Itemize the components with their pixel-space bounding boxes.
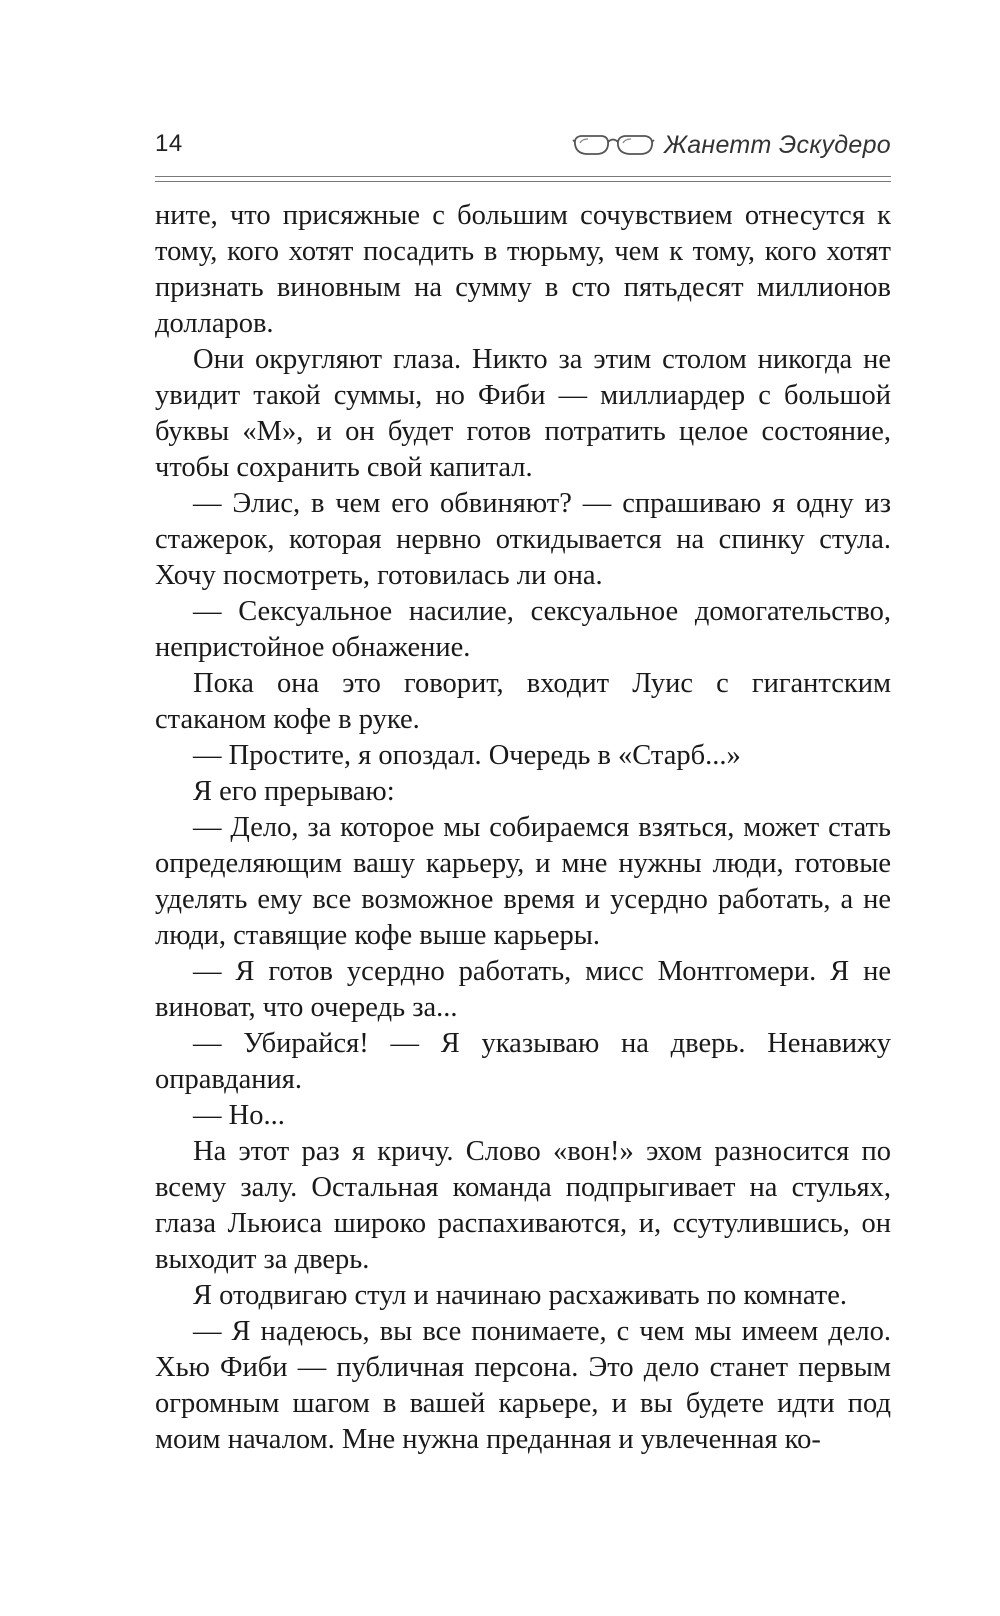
paragraph: — Но... [193, 1100, 285, 1131]
paragraph: — Сексуальное насилие, сексуальное домогательство, непристойное обнажение. [155, 596, 891, 663]
paragraph: Пока она это говорит, входит Луис с гигантским стаканом кофе в руке. [155, 668, 891, 735]
paragraph: Я его прерываю: [193, 776, 395, 807]
paragraph: — Убирайся! — Я указываю на дверь. Ненавижу оправдания. [155, 1028, 891, 1095]
paragraph: — Дело, за которое мы собираемся взяться, может стать определяющим вашу карьеру, и мне нужны люди, готовые уделять ему все возможное время и усердно работать, а не люди, ставящие кофе выше карьеры. [155, 812, 891, 951]
paragraph: — Простите, я опоздал. Очередь в «Старб...» [193, 740, 741, 771]
paragraph: — Я надеюсь, вы все понимаете, с чем мы имеем дело. Хью Фиби — публичная персона. Это дело станет первым огромным шагом в вашей карьере, и вы будете идти под моим началом. Мне нужна преданная и увлеченная ко- [155, 1316, 891, 1455]
paragraph: ните, что присяжные с большим сочувствием отнесутся к тому, кого хотят посадить в тюрьму, чем к тому, кого хотят признать виновным на сумму в сто пятьдесят миллионов долларов. [155, 200, 891, 339]
paragraph: — Элис, в чем его обвиняют? — спрашиваю я одну из стажерок, которая нервно откидывается на спинку стула. Хочу посмотреть, готовилась ли она. [155, 488, 891, 591]
paragraph: На этот раз я кричу. Слово «вон!» эхом разносится по всему залу. Остальная команда подпрыгивает на стульях, глаза Льюиса широко распахиваются, и, ссутулившись, он выходит за дверь. [155, 1136, 891, 1275]
running-header [155, 126, 891, 170]
page-body [155, 198, 891, 1458]
paragraph: — Я готов усердно работать, мисс Монтгомери. Я не виноват, что очередь за... [155, 956, 891, 1023]
book-author: Жанетт Эскудеро [664, 130, 891, 159]
glasses-icon [572, 128, 656, 162]
paragraph: Они округляют глаза. Никто за этим столом никогда не увидит такой суммы, но Фиби — миллиардер с большой буквы «М», и он будет готов потратить целое состояние, чтобы сохранить свой капитал. [155, 344, 891, 483]
paragraph: Я отодвигаю стул и начинаю расхаживать по комнате. [193, 1280, 847, 1311]
page-number: 14 [155, 130, 183, 157]
header-rule [155, 176, 891, 182]
running-head [572, 128, 891, 162]
